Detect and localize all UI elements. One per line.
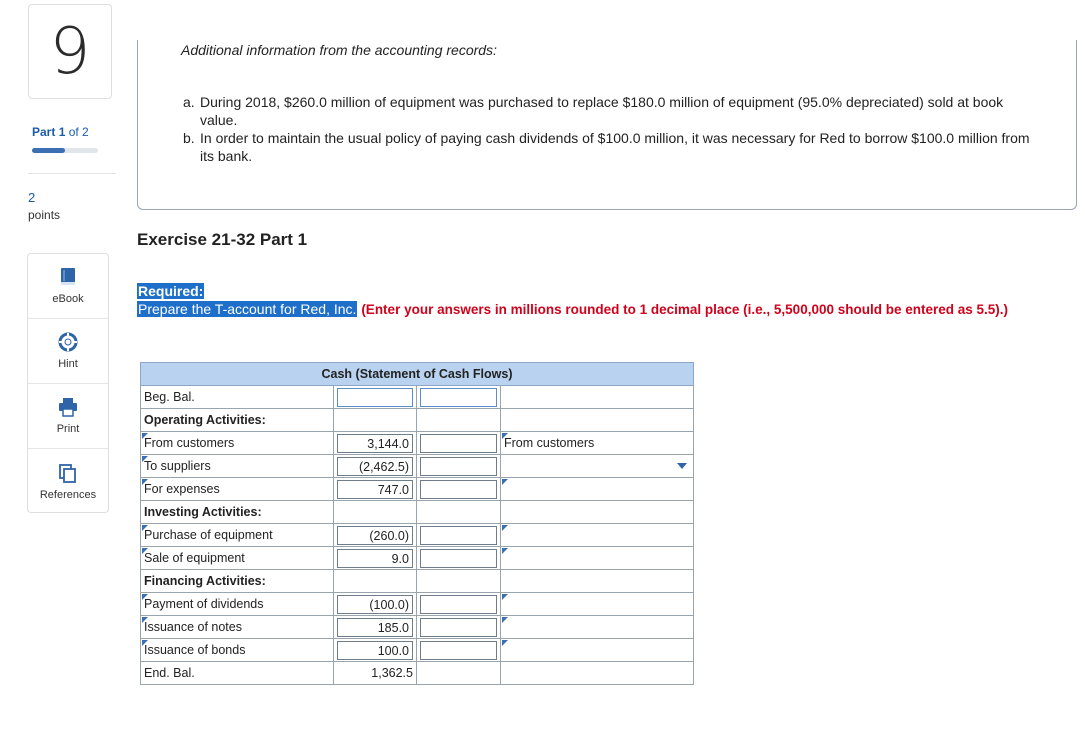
part-indicator: [32, 125, 89, 139]
table-row: [141, 524, 694, 547]
lifebuoy-icon: [58, 332, 78, 352]
credit-cell: [417, 662, 501, 685]
hint-label: Hint: [58, 358, 78, 370]
credit-cell: [417, 570, 501, 593]
copy-pages-icon: [58, 463, 78, 483]
dropdown-marker-icon: [502, 479, 508, 485]
table-row: [141, 639, 694, 662]
row-label[interactable]: [141, 547, 334, 570]
credit-label-cell: [501, 409, 694, 432]
row-label-text: To suppliers: [144, 459, 211, 473]
credit-cell: [417, 616, 501, 639]
credit-label-cell[interactable]: [501, 432, 694, 455]
credit-cell: [417, 409, 501, 432]
debit-amount-input[interactable]: 9.0: [337, 549, 413, 568]
debit-amount-input[interactable]: (2,462.5): [337, 457, 413, 476]
credit-cell: [417, 501, 501, 524]
row-label-text: For expenses: [144, 482, 220, 496]
table-row: [141, 662, 694, 685]
dropdown-marker-icon: [502, 433, 508, 439]
dropdown-marker-icon: [502, 548, 508, 554]
dropdown-marker-icon: [142, 456, 148, 462]
exercise-title: Exercise 21-32 Part 1: [137, 230, 308, 249]
credit-label-text: From customers: [504, 436, 595, 450]
credit-label-cell: [501, 662, 694, 685]
dropdown-marker-icon: [142, 617, 148, 623]
credit-label-cell[interactable]: [501, 547, 694, 570]
row-label[interactable]: [141, 478, 334, 501]
row-label[interactable]: [141, 639, 334, 662]
dropdown-marker-icon: [502, 525, 508, 531]
table-row: [141, 547, 694, 570]
credit-cell: [417, 639, 501, 662]
t-account-header: Cash (Statement of Cash Flows): [141, 363, 694, 386]
table-row: [141, 570, 694, 593]
info-item-text: During 2018, $260.0 million of equipment was purchased to replace $180.0 million of equipment (95.0% depreciated) sold at book value.: [200, 94, 1004, 128]
book-icon: [59, 267, 77, 287]
debit-amount-input[interactable]: 3,144.0: [337, 434, 413, 453]
part-progress-fill: [32, 148, 65, 153]
debit-amount-input[interactable]: 100.0: [337, 641, 413, 660]
dropdown-marker-icon: [142, 479, 148, 485]
beg-bal-credit-input[interactable]: [420, 388, 497, 407]
dropdown-marker-icon: [142, 433, 148, 439]
ebook-button[interactable]: [28, 254, 108, 319]
dropdown-marker-icon: [142, 594, 148, 600]
required-text: Prepare the T-account for Red, Inc.: [138, 301, 357, 317]
tools-panel: [27, 253, 109, 513]
references-button[interactable]: [28, 449, 108, 514]
credit-amount-input[interactable]: [420, 641, 497, 660]
dropdown-marker-icon: [502, 594, 508, 600]
row-label[interactable]: [141, 524, 334, 547]
debit-amount-input[interactable]: (260.0): [337, 526, 413, 545]
row-label[interactable]: [141, 455, 334, 478]
table-row: [141, 616, 694, 639]
credit-amount-input[interactable]: [420, 618, 497, 637]
credit-cell: [417, 455, 501, 478]
dropdown-marker-icon: [502, 617, 508, 623]
row-label-text: From customers: [144, 436, 235, 450]
required-label: Required:: [138, 283, 204, 299]
end-bal-value: 1,362.5: [334, 662, 417, 685]
printer-icon: [58, 397, 78, 417]
debit-cell: [334, 478, 417, 501]
print-button[interactable]: [28, 384, 108, 449]
beg-bal-input[interactable]: [337, 388, 413, 407]
debit-cell: [334, 432, 417, 455]
debit-cell: [334, 616, 417, 639]
part-word: Part: [32, 125, 56, 139]
credit-label-cell: [501, 570, 694, 593]
credit-amount-input[interactable]: [420, 434, 497, 453]
table-row: [141, 501, 694, 524]
row-label[interactable]: [141, 432, 334, 455]
table-row: [141, 455, 694, 478]
t-account-table: [140, 362, 694, 685]
debit-cell: [334, 409, 417, 432]
dropdown-marker-icon: [142, 525, 148, 531]
credit-label-cell[interactable]: [501, 524, 694, 547]
credit-label-cell[interactable]: [501, 639, 694, 662]
ebook-label: eBook: [52, 293, 84, 305]
table-row: [141, 478, 694, 501]
points-label: points: [28, 208, 61, 222]
debit-cell: [334, 524, 417, 547]
sidebar-divider: [28, 173, 116, 174]
table-row: [141, 409, 694, 432]
row-label[interactable]: [141, 593, 334, 616]
row-label: Beg. Bal.: [141, 386, 334, 409]
answer-format-instruction: (Enter your answers in millions rounded to 1 decimal place (i.e., 5,500,000 should be entered as 5.5).): [361, 302, 1009, 317]
credit-cell: [417, 524, 501, 547]
table-row: [141, 386, 694, 409]
table-row: [141, 593, 694, 616]
credit-label-cell: [501, 501, 694, 524]
debit-cell: [334, 501, 417, 524]
points-value: 2: [28, 190, 36, 205]
credit-amount-input[interactable]: [420, 526, 497, 545]
info-item: [183, 93, 1043, 129]
info-item-letter: a.: [183, 94, 195, 110]
credit-label-cell[interactable]: [501, 478, 694, 501]
credit-cell: [417, 386, 501, 409]
row-label: End. Bal.: [141, 662, 334, 685]
section-label: Operating Activities:: [141, 409, 334, 432]
debit-cell: [334, 547, 417, 570]
dropdown-marker-icon: [502, 640, 508, 646]
part-of: of 2: [68, 125, 89, 139]
row-label-text: Sale of equipment: [144, 551, 245, 565]
credit-cell: [417, 432, 501, 455]
section-label: Financing Activities:: [141, 570, 334, 593]
credit-label-cell[interactable]: [501, 593, 694, 616]
part-current: 1: [58, 125, 66, 139]
credit-amount-input[interactable]: [420, 549, 497, 568]
credit-cell: [417, 478, 501, 501]
section-label: Investing Activities:: [141, 501, 334, 524]
debit-cell: [334, 570, 417, 593]
debit-cell: [334, 386, 417, 409]
credit-label-cell: [501, 386, 694, 409]
credit-amount-input[interactable]: [420, 480, 497, 499]
credit-cell: [417, 547, 501, 570]
dropdown-marker-icon: [142, 548, 148, 554]
row-label-text: Issuance of notes: [144, 620, 242, 634]
credit-label-cell[interactable]: [501, 616, 694, 639]
credit-amount-input[interactable]: [420, 595, 497, 614]
credit-label-select[interactable]: [501, 455, 694, 478]
debit-amount-input[interactable]: 185.0: [337, 618, 413, 637]
dropdown-marker-icon: [142, 640, 148, 646]
references-label: References: [39, 488, 97, 501]
info-list: [183, 93, 1043, 165]
row-label-text: Issuance of bonds: [144, 643, 246, 657]
info-title: Additional information from the accounting records:: [181, 42, 497, 58]
debit-cell: [334, 639, 417, 662]
row-label-text: Payment of dividends: [144, 597, 264, 611]
row-label-text: Purchase of equipment: [144, 528, 273, 542]
additional-info-box: [137, 40, 1077, 210]
credit-cell: [417, 593, 501, 616]
debit-amount-input[interactable]: (100.0): [337, 595, 413, 614]
required-instructions: [137, 282, 1082, 319]
chevron-down-icon: [677, 463, 687, 469]
row-label[interactable]: [141, 616, 334, 639]
credit-amount-input[interactable]: [420, 457, 497, 476]
table-row: [141, 432, 694, 455]
part-progress-bar: [32, 148, 98, 153]
cash-t-account: [140, 362, 693, 685]
debit-cell: [334, 455, 417, 478]
info-item: [183, 129, 1043, 165]
debit-cell: [334, 593, 417, 616]
debit-amount-input[interactable]: 747.0: [337, 480, 413, 499]
print-label: Print: [56, 423, 80, 435]
question-number: 9: [28, 4, 112, 99]
info-item-text: In order to maintain the usual policy of paying cash dividends of $100.0 million, it was necessary for Red to borrow $100.0 million from its bank.: [200, 130, 1030, 164]
info-item-letter: b.: [183, 130, 195, 146]
hint-button[interactable]: [28, 319, 108, 384]
